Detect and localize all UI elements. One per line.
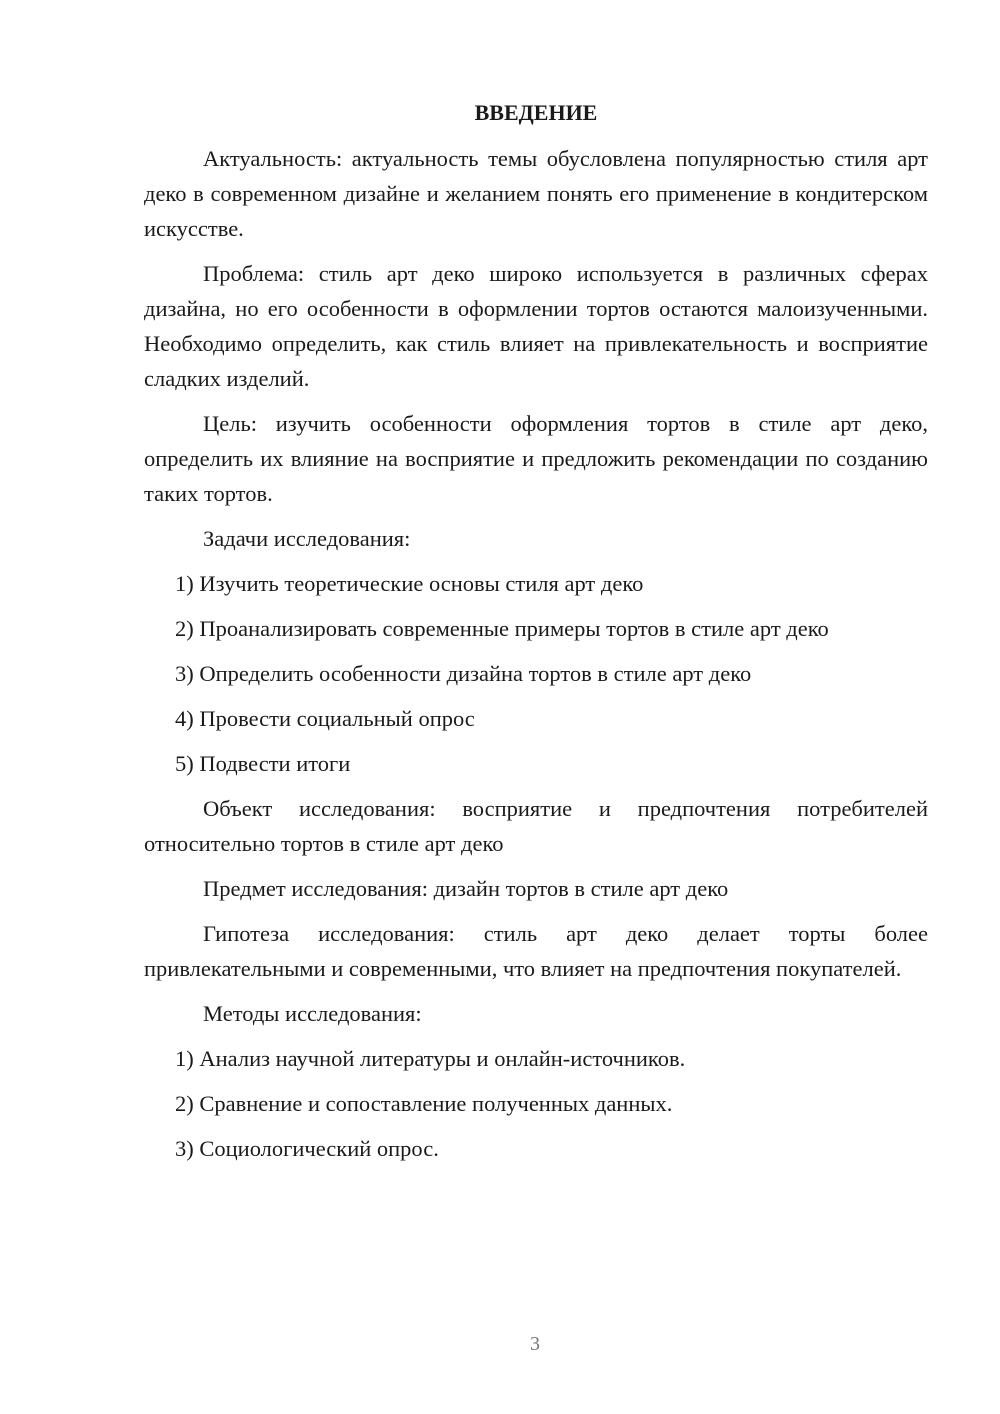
task-item: 5) Подвести итоги (175, 751, 351, 776)
method-item: 2) Сравнение и сопоставление полученных данных. (175, 1091, 673, 1116)
methods-title: Методы исследования: (203, 1001, 422, 1026)
paragraph-subject: Предмет исследования: дизайн тортов в стиле арт деко (203, 876, 729, 901)
tasks-list (144, 566, 928, 781)
paragraph-problem: Проблема: стиль арт деко широко используется в различных сферах дизайна, но его особенности в оформлении тортов остаются малоизученными. Необходимо определить, как стиль влияет на привлекательность и восприятие сладких изделий. (144, 261, 928, 391)
section-heading: ВВЕДЕНИЕ (474, 100, 598, 125)
paragraph-relevance: Актуальность: актуальность темы обусловлена популярностью стиля арт деко в современном дизайне и желанием понять его применение в кондитерском искусстве. (144, 146, 928, 241)
tasks-title: Задачи исследования: (203, 526, 411, 551)
method-item: 1) Анализ научной литературы и онлайн-источников. (175, 1046, 686, 1071)
page-number: 3 (530, 1333, 540, 1355)
paragraph-hypothesis: Гипотеза исследования: стиль арт деко делает торты более привлекательными и современными, что влияет на предпочтения покупателей. (144, 921, 928, 981)
paragraph-object: Объект исследования: восприятие и предпочтения потребителей относительно тортов в стиле арт деко (144, 796, 928, 856)
task-item: 4) Провести социальный опрос (175, 706, 475, 731)
task-item: 3) Определить особенности дизайна тортов в стиле арт деко (175, 661, 752, 686)
paragraph-goal: Цель: изучить особенности оформления тортов в стиле арт деко, определить их влияние на восприятие и предложить рекомендации по созданию таких тортов. (144, 411, 928, 506)
page-content (144, 95, 928, 1176)
task-item: 1) Изучить теоретические основы стиля арт деко (175, 571, 644, 596)
method-item: 3) Социологический опрос. (175, 1136, 439, 1161)
methods-list (144, 1041, 928, 1166)
task-item: 2) Проанализировать современные примеры тортов в стиле арт деко (175, 616, 829, 641)
